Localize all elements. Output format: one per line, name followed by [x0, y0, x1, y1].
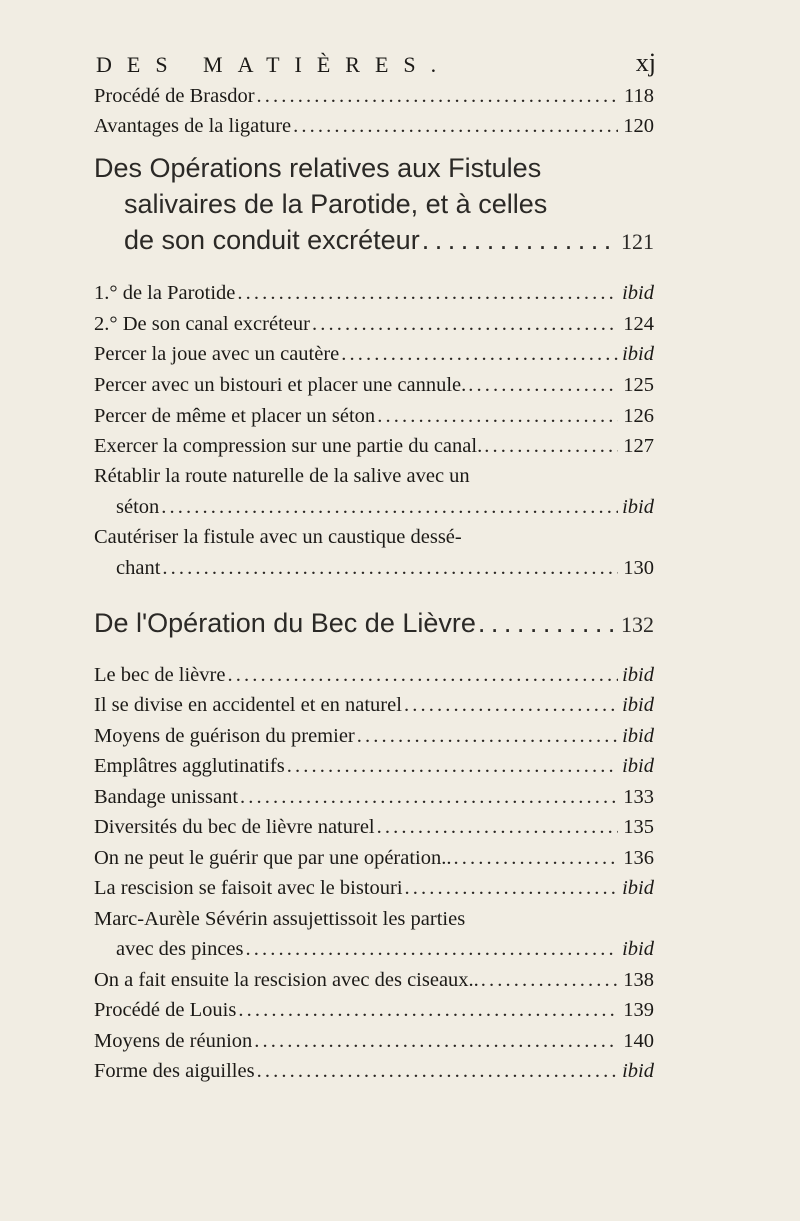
- entry-page: ibid: [622, 1060, 654, 1082]
- toc-entry: [94, 82, 654, 110]
- leader-dots: [237, 279, 618, 307]
- leader-dots: [238, 996, 618, 1024]
- leader-dots: [453, 844, 618, 872]
- entry-page: ibid: [622, 496, 654, 518]
- section-page: 132: [621, 612, 654, 637]
- entry-label: Percer avec un bistouri et placer une cannule.: [94, 374, 467, 396]
- toc-entry: [94, 371, 654, 399]
- leader-dots: [254, 1027, 618, 1055]
- leader-dots: [422, 222, 619, 258]
- entry-label: séton: [116, 496, 160, 518]
- entry-label: Exercer la compression sur une partie du canal.: [94, 435, 483, 457]
- entry-label: Marc-Aurèle Sévérin assujettissoit les parties: [94, 908, 466, 930]
- entry-page: ibid: [622, 877, 654, 899]
- entry-label: Le bec de lièvre: [94, 664, 226, 686]
- entry-page: ibid: [622, 938, 654, 960]
- entry-page: 136: [623, 847, 654, 869]
- entry-label: On a fait ensuite la rescision avec des ciseaux..: [94, 969, 479, 991]
- toc-entry: [94, 279, 654, 307]
- entry-label: Diversités du bec de lièvre naturel: [94, 816, 375, 838]
- leader-dots: [287, 752, 618, 780]
- running-head: DES MATIÈRES.: [96, 52, 452, 77]
- toc-entry: [94, 340, 654, 368]
- leader-dots: [312, 310, 618, 338]
- entry-label: Procédé de Brasdor: [94, 85, 255, 107]
- entry-page: ibid: [622, 664, 654, 686]
- entry-label: Moyens de réunion: [94, 1030, 253, 1052]
- entry-page: 138: [623, 969, 654, 991]
- leader-dots: [257, 1057, 618, 1085]
- toc-entry: [94, 996, 654, 1024]
- entry-page: ibid: [622, 694, 654, 716]
- toc-entry: [94, 1057, 654, 1085]
- section-heading-line: de son conduit excréteur: [124, 225, 420, 255]
- toc-entry: [94, 432, 654, 460]
- leader-dots: [377, 813, 618, 841]
- entry-page: 124: [623, 313, 654, 335]
- section-heading-line: Des Opérations relatives aux Fistules: [94, 153, 542, 183]
- leader-dots: [240, 783, 618, 811]
- section-heading-line: salivaires de la Parotide, et à celles: [124, 189, 548, 219]
- toc-entry: [116, 554, 654, 582]
- leader-dots: [377, 402, 618, 430]
- entry-page: 140: [623, 1030, 654, 1052]
- entry-page: 118: [624, 85, 654, 107]
- leader-dots: [293, 112, 618, 140]
- leader-dots: [341, 340, 618, 368]
- section-heading: [94, 150, 654, 222]
- leader-dots: [257, 82, 618, 110]
- entry-label: Il se divise en accidentel et en naturel: [94, 694, 402, 716]
- entry-label: Percer la joue avec un cautère: [94, 343, 340, 365]
- toc-entry: [94, 112, 654, 140]
- toc-entry: [94, 691, 654, 719]
- section-heading-entry: [94, 605, 654, 641]
- entry-label: Percer de même et placer un séton: [94, 405, 376, 427]
- leader-dots: [404, 691, 618, 719]
- entry-label: Moyens de guérison du premier: [94, 725, 355, 747]
- leader-dots: [478, 605, 619, 641]
- entry-page: 135: [623, 816, 654, 838]
- toc-entry: [94, 966, 654, 994]
- entry-label: Rétablir la route naturelle de la salive avec un: [94, 465, 470, 487]
- entry-label: Emplâtres agglutinatifs: [94, 755, 285, 777]
- entry-label: Avantages de la ligature: [94, 115, 292, 137]
- toc-entry: [94, 783, 654, 811]
- entry-label: On ne peut le guérir que par une opération..: [94, 847, 452, 869]
- toc-entry: [94, 874, 654, 902]
- section-heading: De l'Opération du Bec de Lièvre: [94, 608, 476, 638]
- leader-dots: [227, 661, 618, 689]
- entry-label: chant: [116, 557, 161, 579]
- toc-entry: [116, 935, 654, 963]
- leader-dots: [405, 874, 618, 902]
- leader-dots: [357, 722, 618, 750]
- entry-label: avec des pinces: [116, 938, 244, 960]
- entry-page: ibid: [622, 343, 654, 365]
- entry-label: 1.° de la Parotide: [94, 282, 236, 304]
- entry-page: 127: [623, 435, 654, 457]
- entry-page: 120: [623, 115, 654, 137]
- entry-page: 126: [623, 405, 654, 427]
- entry-label: Forme des aiguilles: [94, 1060, 255, 1082]
- toc-entry: [94, 752, 654, 780]
- entry-page: ibid: [622, 282, 654, 304]
- leader-dots: [481, 966, 618, 994]
- toc-entry: [94, 844, 654, 872]
- entry-label: Cautériser la fistule avec un caustique dessé-: [94, 526, 462, 548]
- page-number: xj: [635, 48, 656, 77]
- toc-entry: [116, 493, 654, 521]
- leader-dots: [246, 935, 619, 963]
- entry-page: 130: [623, 557, 654, 579]
- leader-dots: [161, 493, 618, 521]
- toc-entry: [94, 661, 654, 689]
- entry-page: 133: [623, 786, 654, 808]
- toc-entry: [94, 310, 654, 338]
- section-page: 121: [621, 229, 654, 254]
- toc-entry: [94, 1027, 654, 1055]
- toc-entry: [94, 813, 654, 841]
- leader-dots: [484, 432, 618, 460]
- leader-dots: [468, 371, 618, 399]
- entry-page: 139: [623, 999, 654, 1021]
- entry-page: ibid: [622, 725, 654, 747]
- toc-entry: [94, 722, 654, 750]
- entry-label: 2.° De son canal excréteur: [94, 313, 310, 335]
- entry-page: ibid: [622, 755, 654, 777]
- toc-entry: [94, 402, 654, 430]
- entry-label: Bandage unissant: [94, 786, 239, 808]
- entry-label: Procédé de Louis: [94, 999, 237, 1021]
- leader-dots: [162, 554, 618, 582]
- section-heading-entry: [124, 222, 654, 258]
- entry-label: La rescision se faisoit avec le bistouri: [94, 877, 403, 899]
- entry-page: 125: [623, 374, 654, 396]
